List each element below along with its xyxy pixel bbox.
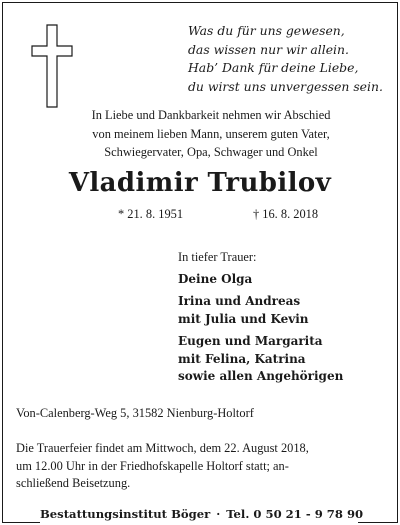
mourner-name: mit Felina, Katrina — [178, 351, 306, 366]
mourners-label: In tiefer Trauer: — [178, 250, 257, 264]
mourner-group — [178, 293, 388, 328]
undertaker-name: Bestattungsinstitut Böger — [40, 507, 211, 521]
family-address: Von-Calenberg-Weg 5, 31582 Nienburg-Holtorf — [16, 406, 254, 420]
mourner-name: sowie allen Angehörigen — [178, 369, 344, 383]
death-date: † 16. 8. 2018 — [253, 207, 319, 221]
poem — [188, 22, 388, 96]
poem-line: Was du für uns gewesen, — [188, 23, 345, 38]
footer-separator: · — [216, 507, 221, 521]
farewell-text — [40, 106, 382, 162]
mourner-name: mit Julia und Kevin — [178, 311, 309, 326]
undertaker-footer — [40, 506, 364, 523]
farewell-line: von meinem lieben Mann, unserem guten Vater, — [92, 126, 330, 141]
farewell-line: Schwiegervater, Opa, Schwager und Onkel — [104, 145, 318, 160]
mourner-group — [178, 271, 388, 289]
funeral-line: schließend Beisetzung. — [16, 476, 131, 490]
poem-line: du wirst uns unvergessen sein. — [188, 78, 383, 94]
poem-line: das wissen nur wir allein. — [188, 41, 349, 57]
mourner-name: Deine Olga — [178, 271, 253, 286]
deceased-name: Vladimir Trubilov — [68, 168, 332, 198]
cross-icon — [31, 24, 73, 108]
mourner-group — [178, 333, 388, 386]
poem-line: Hab’ Dank für deine Liebe, — [188, 60, 359, 76]
funeral-notice — [16, 440, 386, 493]
mourner-name: Eugen und Margarita — [178, 334, 323, 348]
mourners-list — [178, 249, 388, 388]
funeral-line: um 12.00 Uhr in der Friedhofskapelle Holtorf statt; an- — [16, 458, 289, 473]
mourner-name: Irina und Andreas — [178, 294, 301, 308]
farewell-line: In Liebe und Dankbarkeit nehmen wir Abschied — [91, 108, 331, 122]
funeral-line: Die Trauerfeier findet am Mittwoch, dem 22. August 2018, — [16, 441, 309, 455]
birth-date: * 21. 8. 1951 — [118, 207, 184, 221]
undertaker-phone: Tel. 0 50 21 - 9 78 90 — [226, 507, 364, 521]
